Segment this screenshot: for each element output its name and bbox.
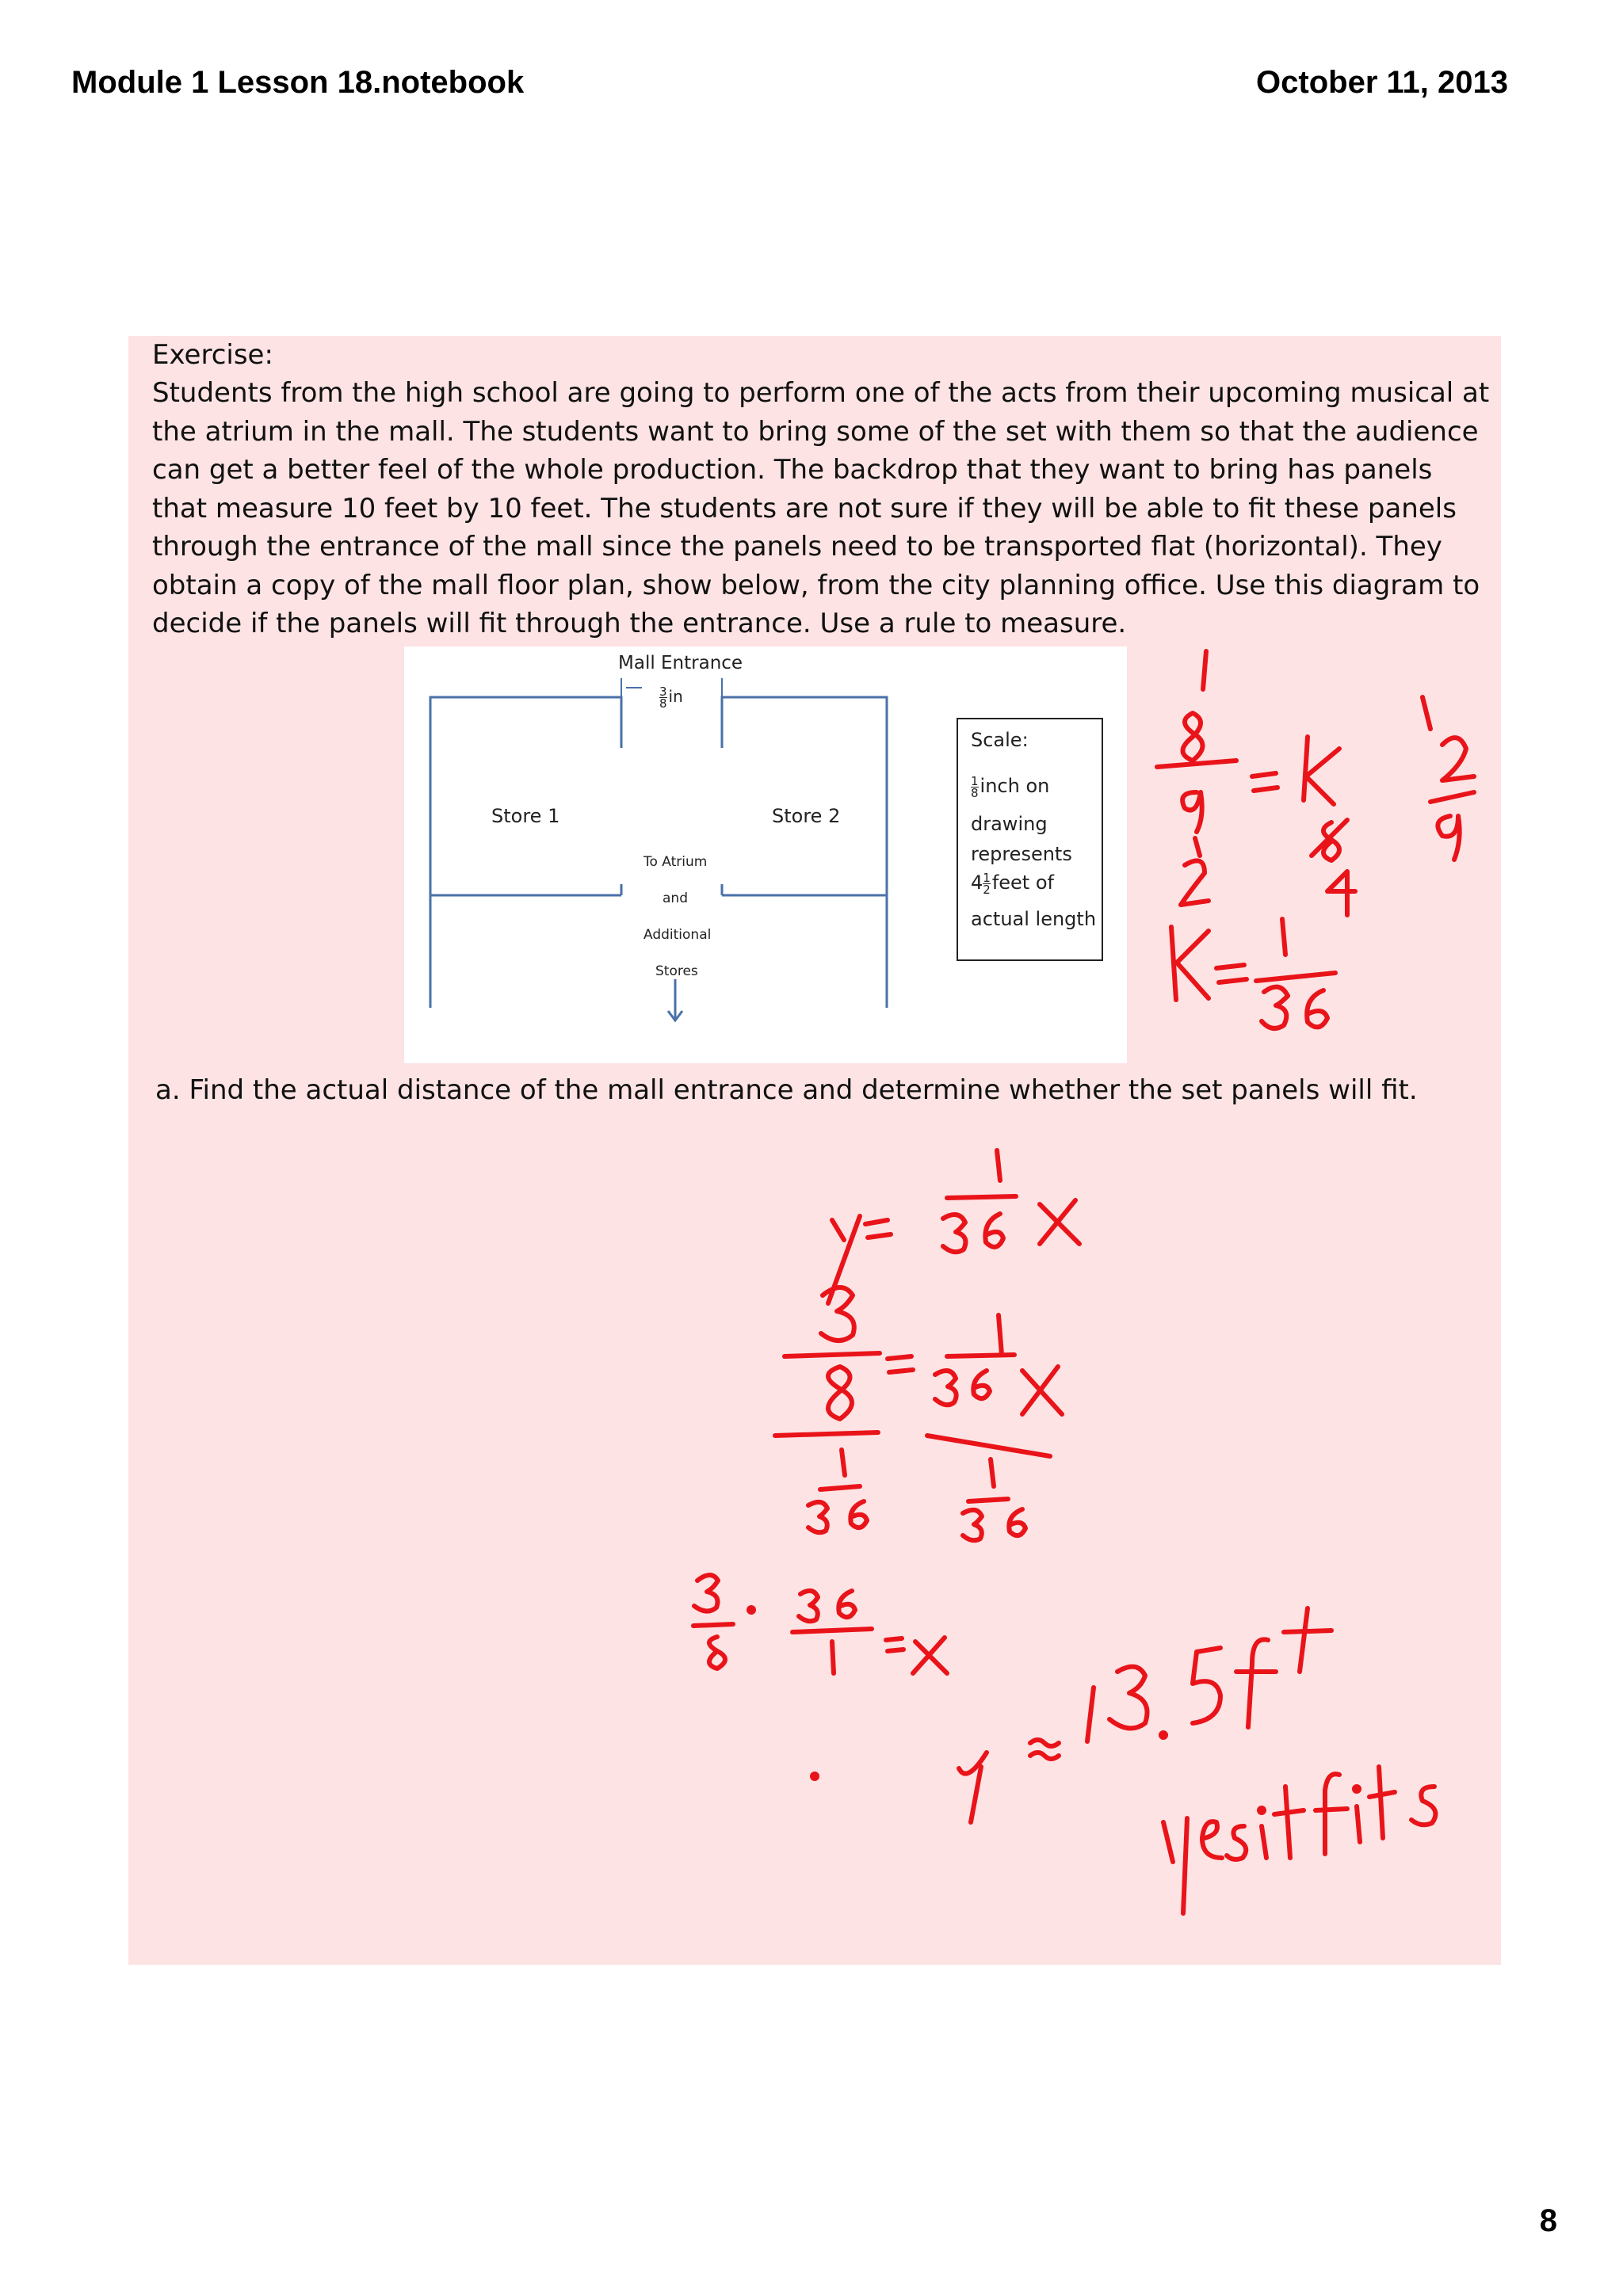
handwriting-proportion	[775, 1287, 1062, 1540]
exercise-line: decide if the panels will fit through the entrance. Use a rule to measure.	[152, 608, 1127, 639]
handwriting-scale-ratio	[1157, 651, 1474, 915]
store-1-label: Store 1	[491, 805, 560, 827]
handwriting-yes-it-fits	[1163, 1767, 1435, 1913]
entrance-width-denominator: 8	[659, 696, 667, 711]
scale-line-4-text: feet of	[991, 871, 1054, 894]
handwriting-solve-x	[693, 1575, 947, 1779]
mall-entrance-label: Mall Entrance	[618, 653, 743, 673]
handwriting-equation	[828, 1150, 1079, 1303]
corridor-label-3: Additional	[643, 927, 712, 943]
scale-title: Scale:	[971, 729, 1029, 751]
exercise-line: obtain a copy of the mall floor plan, show below, from the city planning office. Use this diagram to	[152, 569, 1480, 601]
exercise-line: that measure 10 feet by 10 feet. The students are not sure if they will be able to fit these panels	[152, 492, 1457, 524]
scale-frac1-numerator: 1	[971, 773, 979, 788]
document-date: October 11, 2013	[1256, 65, 1508, 100]
entrance-width-numerator: 3	[659, 685, 667, 699]
entrance-width-unit: in	[668, 687, 683, 706]
scale-whole: 4	[971, 871, 983, 894]
scale-line-1-text: inch on	[980, 775, 1050, 797]
scale-frac2-numerator: 1	[983, 870, 991, 885]
exercise-line: through the entrance of the mall since the panels need to be transported flat (horizontal). They	[152, 531, 1442, 563]
question-a: a. Find the actual distance of the mall entrance and determine whether the set panels will fit.	[155, 1074, 1418, 1106]
handwriting-k-value	[1171, 919, 1335, 1028]
scale-line-2: drawing	[971, 813, 1048, 835]
corridor-label-1: To Atrium	[643, 854, 708, 870]
corridor-label-2: and	[663, 891, 688, 906]
exercise-title: Exercise:	[152, 339, 273, 371]
corridor-label-4: Stores	[655, 963, 698, 979]
document-title: Module 1 Lesson 18.notebook	[71, 65, 525, 100]
handwriting-answer	[959, 1608, 1331, 1822]
scale-frac1-denominator: 8	[971, 785, 979, 800]
store-2-label: Store 2	[772, 805, 841, 827]
exercise-line: can get a better feel of the whole production. The backdrop that they want to bring has panels	[152, 454, 1433, 486]
page-number: 8	[1539, 2203, 1557, 2238]
scale-frac2-denominator: 2	[983, 882, 991, 897]
exercise-line: Students from the high school are going to perform one of the acts from their upcoming musical at	[152, 377, 1490, 409]
scale-line-3: represents	[971, 843, 1072, 865]
scale-line-5: actual length	[971, 908, 1097, 930]
exercise-line: the atrium in the mall. The students want to bring some of the set with them so that the audience	[152, 415, 1479, 448]
